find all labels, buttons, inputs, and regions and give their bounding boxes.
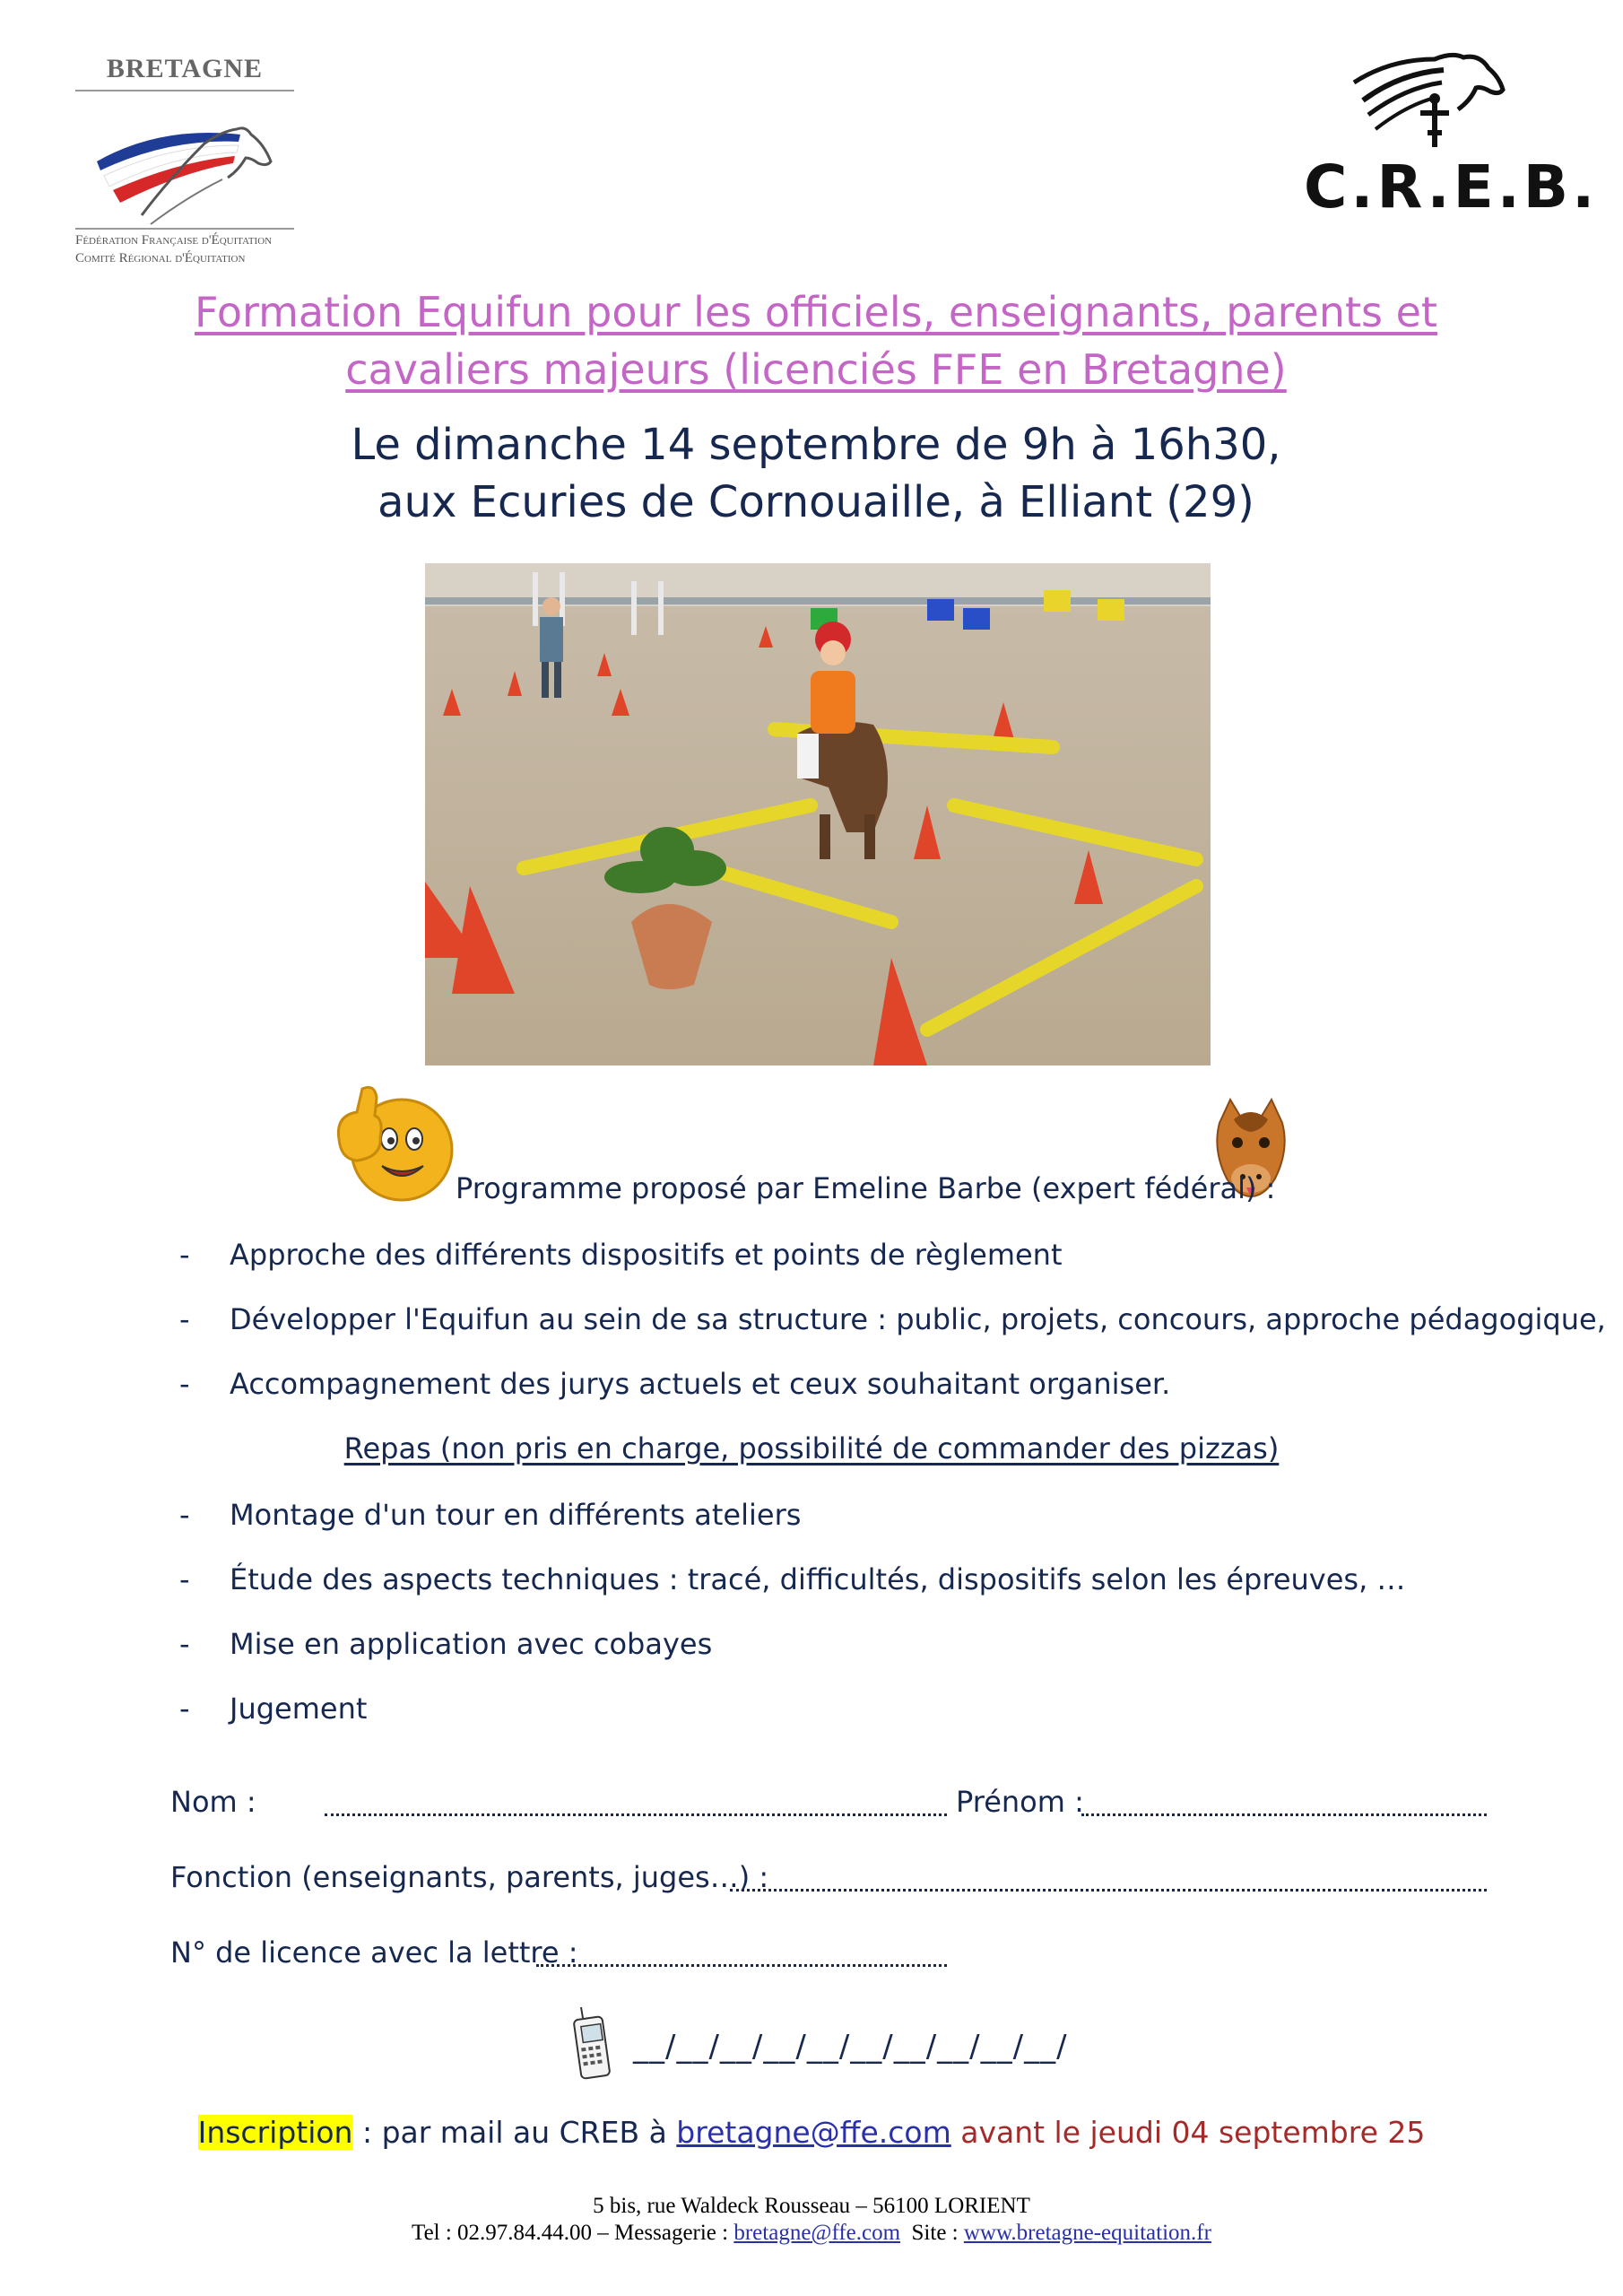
footer-site-label: Site : [900,2221,964,2245]
fonction-label: Fonction (enseignants, parents, juges…) : [170,1860,769,1894]
event-date-location [170,416,1462,531]
list-item-text: Jugement [230,1692,368,1726]
phone-number-field[interactable]: __/__/__/__/__/__/__/__/__/__/ [633,2029,1068,2065]
title-line-2: cavaliers majeurs (licenciés FFE en Bretagne) [345,345,1287,394]
nom-label: Nom : [170,1785,256,1819]
logo-divider [75,90,294,91]
programme-heading: Programme proposé par Emeline Barbe (expert fédéral) : [456,1171,1276,1205]
subtitle-line-1: Le dimanche 14 septembre de 9h à 16h30, [351,420,1281,470]
thumbs-up-smiley-icon [330,1080,459,1205]
creb-logo [1291,47,1599,226]
logo-divider-bottom [75,228,294,230]
prenom-label: Prénom : [956,1785,1084,1819]
footer-tel: Tel : 02.97.84.44.00 – Messagerie : [412,2221,734,2245]
list-bullet: - [179,1367,190,1401]
creb-logo-text: C.R.E.B. [1304,152,1599,222]
inscription-text: : par mail au CREB à [352,2115,677,2150]
subtitle-line-2: aux Ecuries de Cornouaille, à Elliant (29) [378,477,1254,527]
list-bullet: - [179,1562,190,1596]
list-item-text: Montage d'un tour en différents ateliers [230,1498,802,1532]
tricolor-horse-icon [88,99,294,233]
inscription-deadline: avant le jeudi 04 septembre 25 [950,2115,1426,2150]
logo-federation-text: Fédération Française d'Équitation [75,233,273,248]
list-bullet: - [179,1498,190,1532]
footer-site-link[interactable]: www.bretagne-equitation.fr [963,2221,1211,2245]
inscription-email-link[interactable]: bretagne@ffe.com [676,2115,951,2150]
list-bullet: - [179,1692,190,1726]
inscription-label: Inscription [197,2115,353,2150]
licence-field[interactable] [536,1964,947,1967]
list-item-text: Étude des aspects techniques : tracé, difficultés, dispositifs selon les épreuves, … [230,1562,1406,1596]
meal-note: Repas (non pris en charge, possibilité de commander des pizzas) [343,1431,1280,1465]
list-item-text: Approche des différents dispositifs et points de règlement [230,1238,1063,1272]
mobile-phone-icon [572,2005,615,2083]
list-item-text: Mise en application avec cobayes [230,1627,713,1661]
list-bullet: - [179,1238,190,1272]
nom-field[interactable] [325,1813,947,1816]
prenom-field[interactable] [1081,1813,1487,1816]
list-item-text: Développer l'Equifun au sein de sa structure : public, projets, concours, approche pédagogique, [230,1302,1606,1336]
footer-contact [0,2221,1623,2246]
footer-address: 5 bis, rue Waldeck Rousseau – 56100 LORIENT [593,2194,1030,2218]
list-bullet: - [179,1627,190,1661]
logo-title: BRETAGNE [106,54,264,83]
footer-email-link[interactable]: bretagne@ffe.com [733,2221,901,2245]
equifun-photo [425,563,1211,1065]
horse-head-icon [1345,47,1506,154]
fonction-field[interactable] [730,1889,1487,1892]
list-item-text: Accompagnement des jurys actuels et ceux souhaitant organiser. [230,1367,1171,1401]
licence-label: N° de licence avec la lettre : [170,1935,578,1970]
title-line-1: Formation Equifun pour les officiels, enseignants, parents et [195,288,1437,336]
ffe-bretagne-logo [70,54,299,265]
logo-comite-text: Comité Régional d'Équitation [75,251,246,265]
page-title [170,283,1462,398]
inscription-line [0,2115,1623,2150]
list-bullet: - [179,1302,190,1336]
